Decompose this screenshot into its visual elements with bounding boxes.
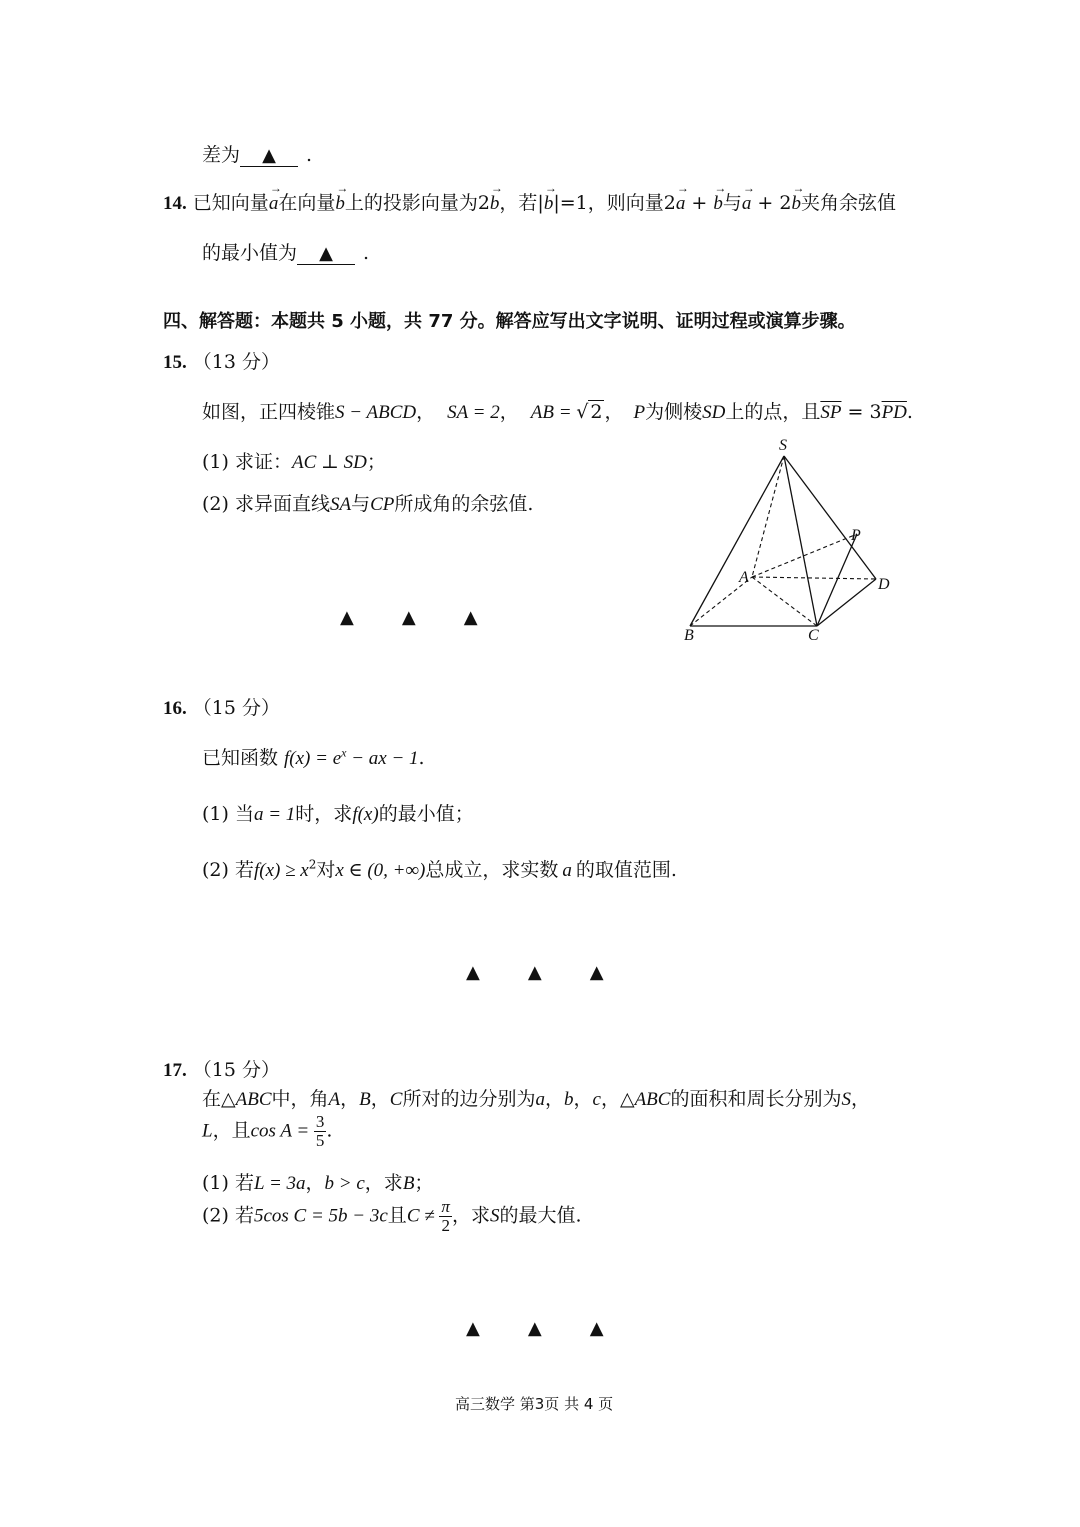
question-14-line2: 的最小值为 ▲ . (202, 242, 370, 264)
edge-SA (752, 456, 784, 577)
question-16-part1: (1) 当a = 1时，求f(x)的最小值； (202, 803, 474, 825)
edge-CD (817, 579, 876, 626)
question-15-intro: 如图，正四棱锥S − ABCD， SA = 2， AB = √ 2 ， P为侧棱SD上的点，且$\overline{SP} = 3\overline{PD}$. (202, 401, 913, 423)
answer-blank[interactable]: ▲ (240, 146, 298, 167)
question-15-header: 15. （13 分） (163, 351, 281, 373)
answer-marks: ▲ ▲ ▲ (340, 607, 478, 628)
answer-marks: ▲ ▲ ▲ (466, 962, 604, 983)
section-heading: 四、解答题：本题共 5 小题，共 77 分。解答应写出文字说明、证明过程或演算步骤。 (163, 311, 856, 332)
fraction: $\frac{\pi}{2}$ (441, 1197, 450, 1235)
vector-b: → b (335, 193, 345, 215)
question-number: 14. (163, 193, 187, 214)
question-17-line1: 在△ABC中，角A，B，C所对的边分别为a，b，c，△ABC的面积和周长分别为S， (202, 1088, 870, 1110)
question-15-part2: (2) 求异面直线SA与CP所成角的余弦值. (202, 493, 534, 515)
question-17-part1: (1) 若L = 3a，b > c，求B； (202, 1172, 434, 1194)
question-16-part2: (2) 若$f(x) \ge x^2$对x ∈ (0, +∞)总成立，求实数 a 的取值范围. (202, 857, 677, 881)
edge-AD (752, 577, 876, 579)
pyramid-figure (680, 432, 900, 647)
label-B: B (684, 627, 694, 644)
vector-a: → a (269, 193, 279, 215)
question-17-part2: (2) 若5cos C = 5b − 3c且C ≠ $\frac{\pi}{2}$ ，求S的最大值. (202, 1197, 582, 1235)
q13-tail-text: 差为 (202, 144, 241, 166)
label-S: S (779, 437, 787, 454)
fraction: $\frac{3}{5}$ (315, 1112, 325, 1150)
label-D: D (878, 576, 890, 593)
q13-tail: 差为 ▲ . (202, 144, 313, 166)
label-C: C (808, 627, 819, 644)
question-17-line2: L，且cos A = $\frac{3}{5}$ . (202, 1112, 333, 1150)
edge-SD (784, 456, 876, 579)
question-15-part1: (1) 求证：AC ⊥ SD； (202, 451, 386, 473)
edge-SC (784, 456, 817, 626)
answer-blank[interactable]: ▲ (297, 244, 355, 265)
edge-SB (690, 456, 784, 626)
page-footer: 高三数学 第3页 共 4 页 (455, 1395, 614, 1413)
question-16-intro: 已知函数 $f(x) = e^x$ − ax − 1. (202, 745, 425, 769)
question-17-header: 17. （15 分） (163, 1059, 281, 1081)
label-A: A (739, 569, 749, 586)
question-16-header: 16. （15 分） (163, 697, 281, 719)
edge-AC (752, 577, 817, 626)
answer-marks: ▲ ▲ ▲ (466, 1318, 604, 1339)
question-14: 14. 已知向量→ a在向量→ b上的投影向量为2→ b，若|→ b|=1，则向量2→ a + → b与→ a + 2→ b夹角余弦值 (163, 188, 896, 215)
edge-CP (817, 534, 857, 626)
label-P: P (851, 527, 861, 544)
